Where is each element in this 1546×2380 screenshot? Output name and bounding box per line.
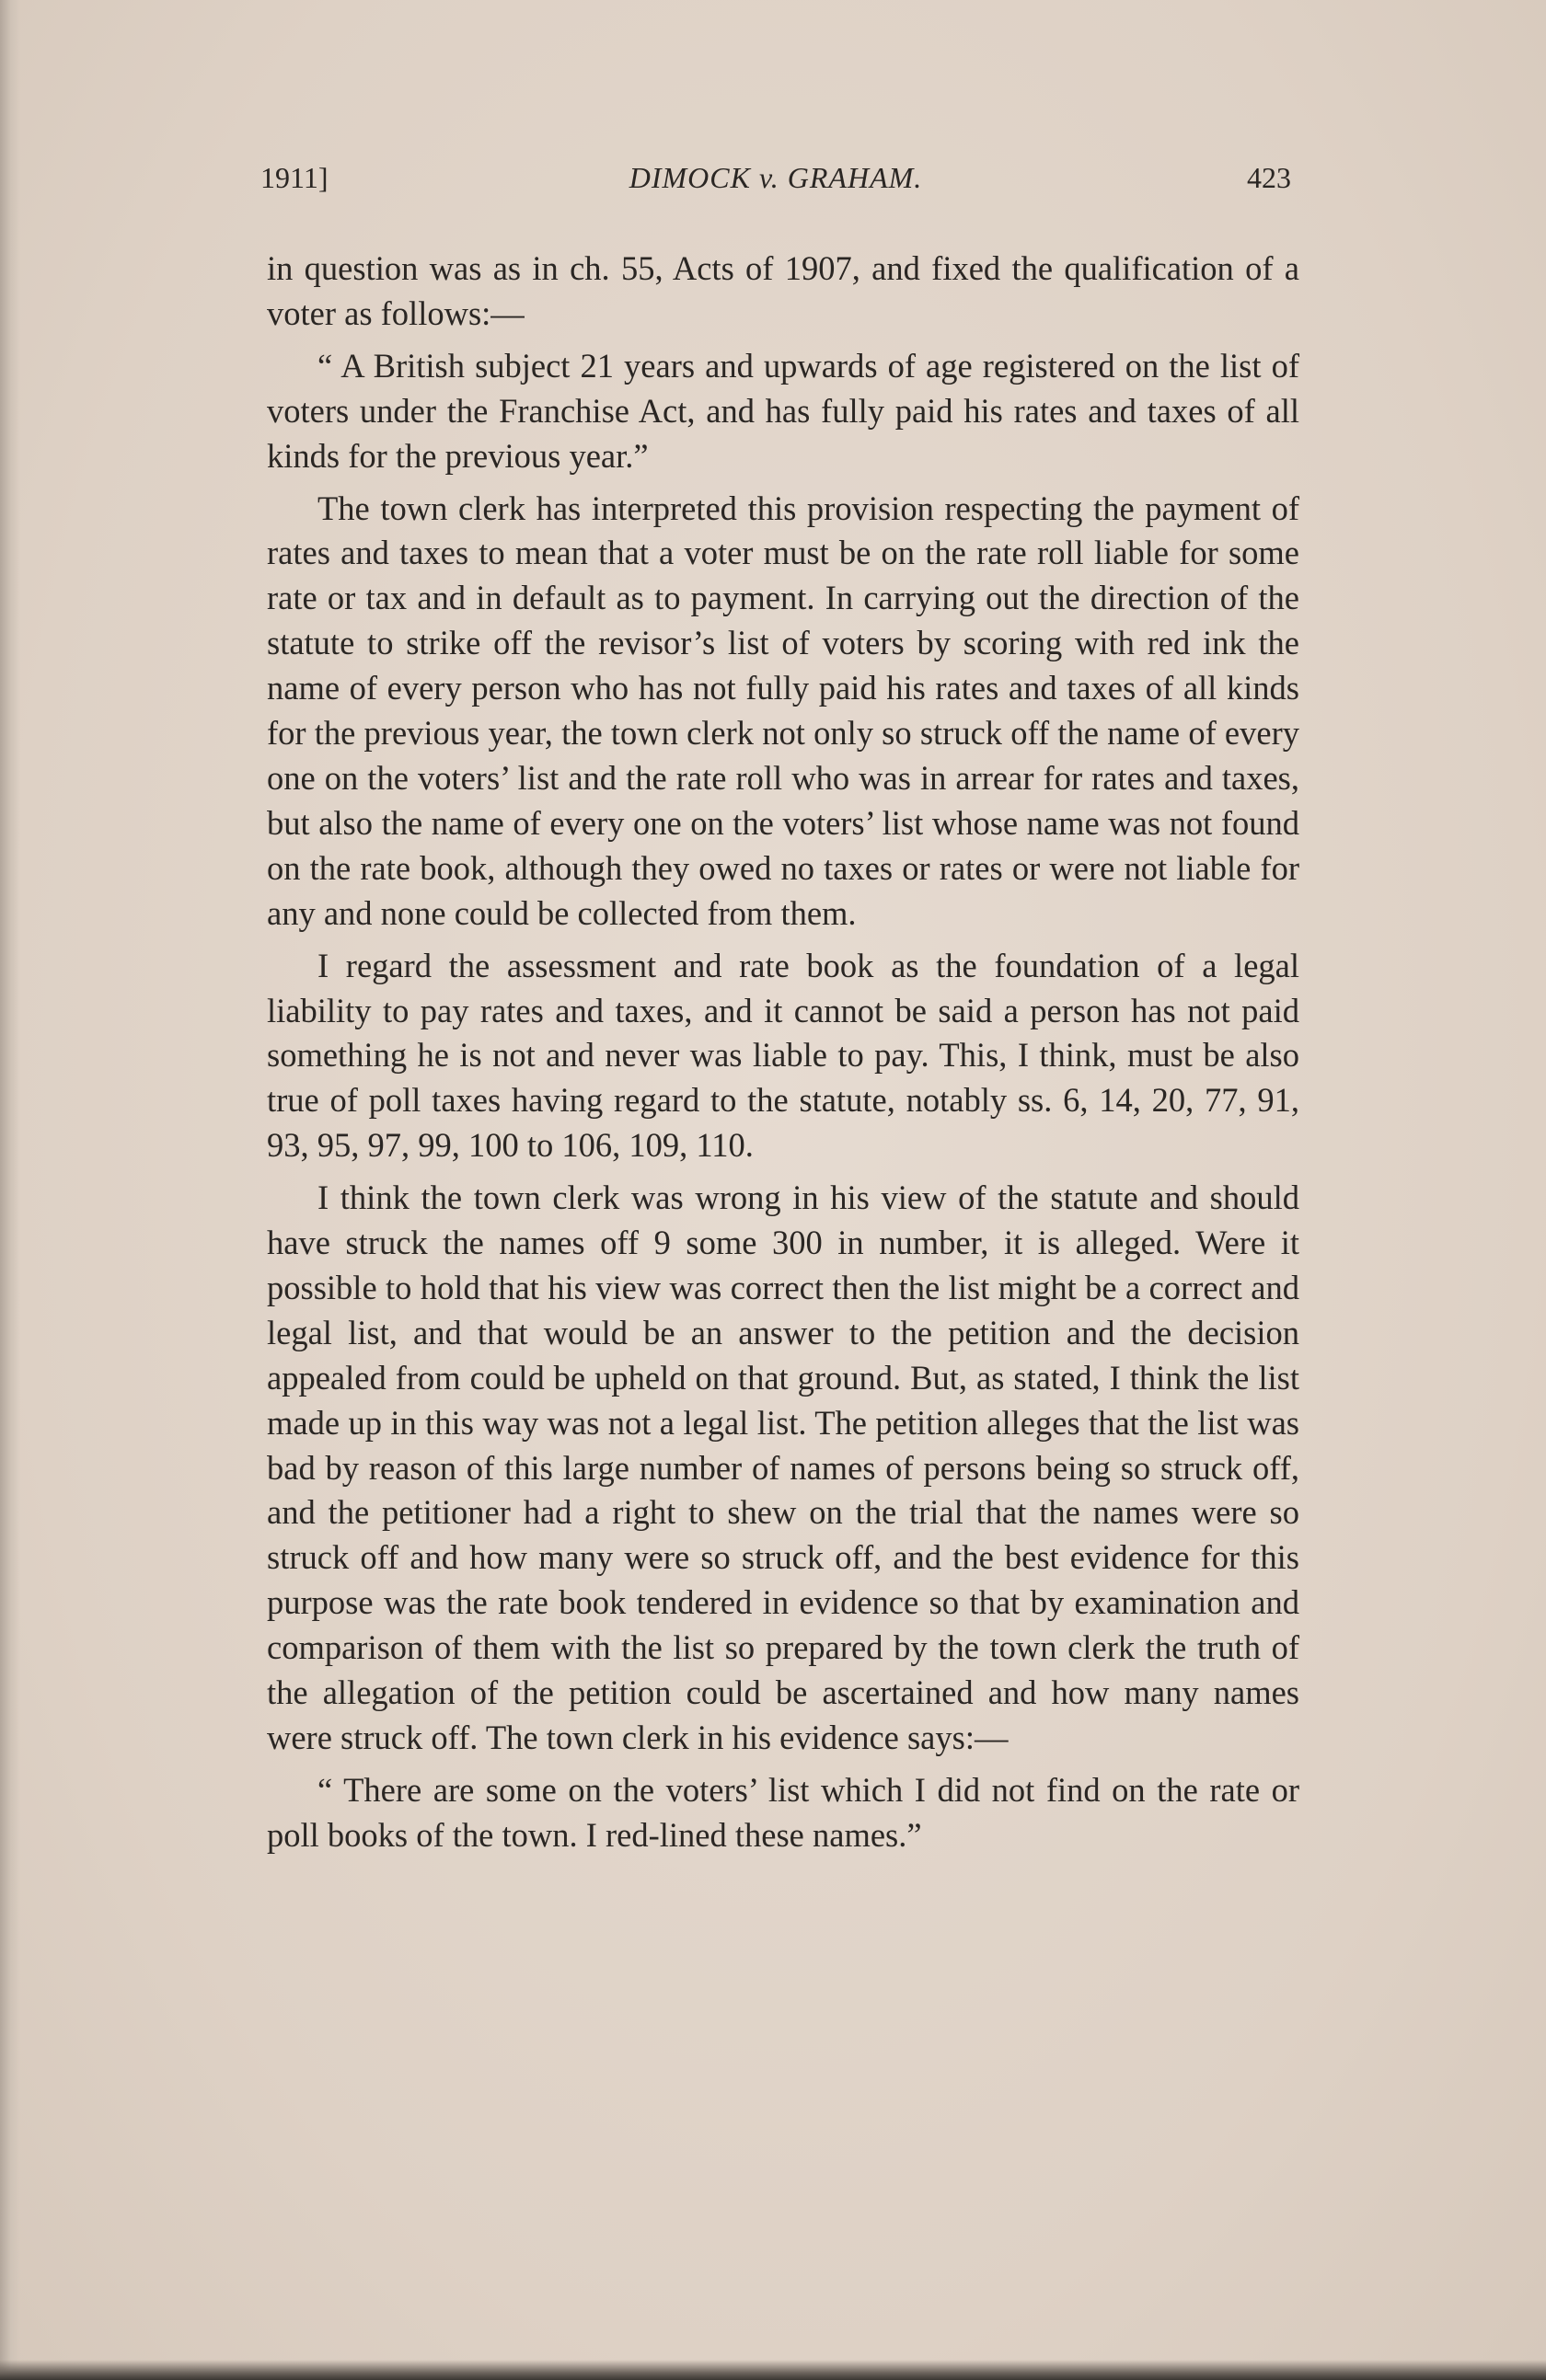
binding-edge [0,0,20,2380]
paragraph-assessment-liability: I regard the assessment and rate book as the foundation of a legal liability to pay rates and taxes, and it cannot be said a person has not paid something he is not and never was liable to pay. This, I think, must be also true of poll taxes having regard to the statute, notably ss. 6, 14, 20, 77, 91, 93, 95, 97, 99, 100 to 106, 109, 110. [267,946,1299,1165]
header-year: 1911] [260,161,329,194]
running-header [260,155,1291,201]
paragraph-continuation: in question was as in ch. 55, Acts of 1907, and fixed the qualification of a voter as follows:— [267,249,1299,332]
header-case-title: DIMOCK v. GRAHAM. [629,161,923,194]
header-page-number: 423 [1247,161,1291,194]
bottom-edge [0,2360,1546,2380]
paragraph-town-clerk-wrong: I think the town clerk was wrong in his view of the statute and should have struck the names off 9 some 300 in number, it is alleged. Were it possible to hold that his view was correct then the list might be a correct and legal list, and that would be an answer to the petition and the decision appealed from could be upheld on that ground. But, as stated, I think the list made up in this way was not a legal list. The petition alleges that the list was bad by reason of this large number of names of persons being so struck off, and the petitioner had a right to shew on the trial that the names were so struck off and how many were so struck off, and the best evidence for this purpose was the rate book tendered in evidence so that by examination and comparison of them with the list so prepared by the town clerk the truth of the allegation of the petition could be ascertained and how many names were struck off. The town clerk in his evidence says:— [267,1179,1299,1756]
paragraph-quote-evidence: “ There are some on the voters’ list which I did not find on the rate or poll books of the town. I red-lined these names.” [267,1770,1299,1854]
paragraph-quote-qualification: “ A British subject 21 years and upwards of age registered on the list of voters under the Franchise Act, and has fully paid his rates and taxes of all kinds for the previous year.” [267,346,1299,475]
body-text [267,247,1299,1866]
paragraph-town-clerk-interpretation: The town clerk has interpreted this provision respecting the payment of rates and taxes to mean that a voter must be on the rate roll liable for some rate or tax and in default as to payment. In carrying out the direction of the statute to strike off the revisor’s list of voters by scoring with red ink the name of every person who has not fully paid his rates and taxes of all kinds for the previous year, the town clerk not only so struck off the name of every one on the voters’ list and the rate roll who was in arrear for rates and taxes, but also the name of every one on the voters’ list whose name was not found on the rate book, although they owed no taxes or rates or were not liable for any and none could be collected from them. [267,489,1299,932]
